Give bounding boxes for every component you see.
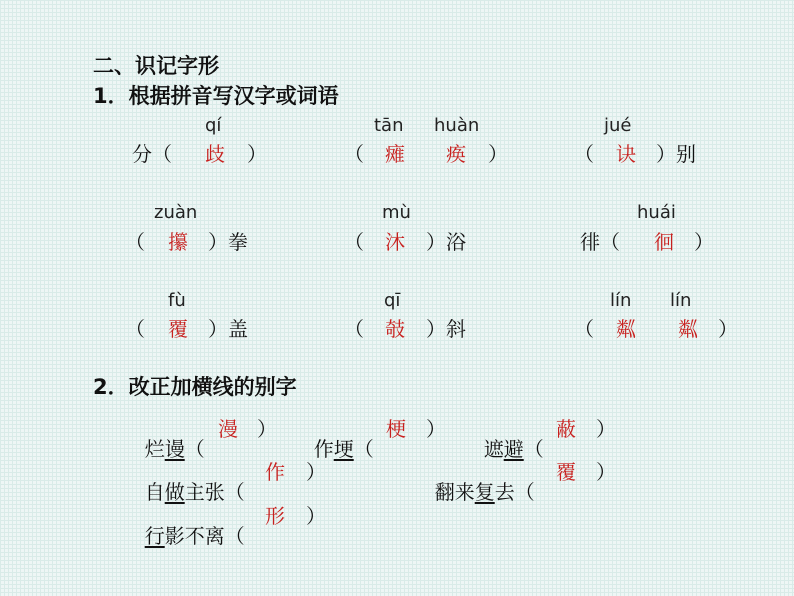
answer: 梗 [386, 417, 406, 441]
correction-item [301, 419, 374, 459]
item-suffix: ） [596, 460, 616, 484]
item-suffix: ） [306, 460, 326, 484]
item-suffix: ）别 [656, 142, 696, 166]
answer: 粼 [616, 317, 636, 341]
item-prefix: （ [574, 317, 594, 341]
answer: 诀 [616, 142, 636, 166]
pinyin: lín [670, 290, 692, 311]
item-text: （ [523, 437, 544, 461]
pinyin: tān [374, 115, 404, 136]
item-suffix: ）拳 [208, 230, 248, 254]
answer: 形 [265, 504, 285, 528]
item-prefix: （ [344, 317, 364, 341]
pinyin: qí [205, 115, 222, 136]
item-suffix: ）浴 [426, 230, 466, 254]
item-text: （ [353, 437, 374, 461]
item-suffix: ） [247, 142, 267, 166]
item-suffix: ） [426, 417, 446, 441]
pinyin: jué [604, 115, 632, 136]
item-text: 翻来 [434, 480, 475, 504]
item-suffix: ） [257, 417, 277, 441]
pinyin: huàn [434, 115, 480, 136]
pinyin: huái [637, 202, 676, 223]
item-text: 影不离（ [164, 524, 245, 548]
item-text: 自 [144, 480, 165, 504]
underlined-wrong-char: 行 [144, 524, 165, 548]
correction-item [132, 506, 245, 546]
item-suffix: ）斜 [426, 317, 466, 341]
underlined-wrong-char: 做 [164, 480, 185, 504]
answer: 沐 [385, 230, 405, 254]
item-prefix: 分（ [132, 142, 172, 166]
item-text: 去（ [494, 480, 535, 504]
item-suffix: ） [718, 317, 738, 341]
pinyin: zuàn [154, 202, 198, 223]
item-prefix: （ [574, 142, 594, 166]
underlined-wrong-char: 复 [474, 480, 495, 504]
answer: 粼 [678, 317, 698, 341]
item-suffix: ）盖 [208, 317, 248, 341]
item-suffix: ） [596, 417, 616, 441]
underlined-wrong-char: 谩 [164, 437, 185, 461]
item-prefix: （ [125, 230, 145, 254]
question-2-title: 2．改正加横线的别字 [93, 375, 297, 399]
underlined-wrong-char: 埂 [333, 437, 354, 461]
pinyin: mù [382, 202, 411, 223]
item-prefix: 徘（ [580, 230, 620, 254]
answer: 攲 [385, 317, 405, 341]
question-1-title: 1．根据拼音写汉字或词语 [93, 84, 339, 108]
section-title: 二、识记字形 [93, 54, 219, 78]
answer: 攥 [168, 230, 188, 254]
pinyin: qī [384, 290, 401, 311]
item-text: 烂 [144, 437, 165, 461]
item-text: 遮 [483, 437, 504, 461]
answer: 蔽 [556, 417, 576, 441]
correction-item [132, 419, 205, 459]
item-text: （ [184, 437, 205, 461]
item-text: 主张（ [184, 480, 245, 504]
correction-item [422, 462, 535, 502]
pinyin: fù [168, 290, 186, 311]
answer: 歧 [205, 142, 225, 166]
answer: 徊 [654, 230, 674, 254]
underlined-wrong-char: 避 [503, 437, 524, 461]
correction-item [471, 419, 544, 459]
item-prefix: （ [125, 317, 145, 341]
correction-item [132, 462, 245, 502]
answer: 漫 [218, 417, 238, 441]
item-suffix: ） [488, 142, 508, 166]
answer: 作 [265, 460, 285, 484]
pinyin: lín [610, 290, 632, 311]
item-prefix: （ [344, 230, 364, 254]
item-suffix: ） [694, 230, 714, 254]
answer: 覆 [168, 317, 188, 341]
item-text: 作 [313, 437, 334, 461]
answer: 覆 [556, 460, 576, 484]
answer: 瘫 [385, 142, 405, 166]
item-suffix: ） [306, 504, 326, 528]
item-prefix: （ [344, 142, 364, 166]
answer: 痪 [446, 142, 466, 166]
